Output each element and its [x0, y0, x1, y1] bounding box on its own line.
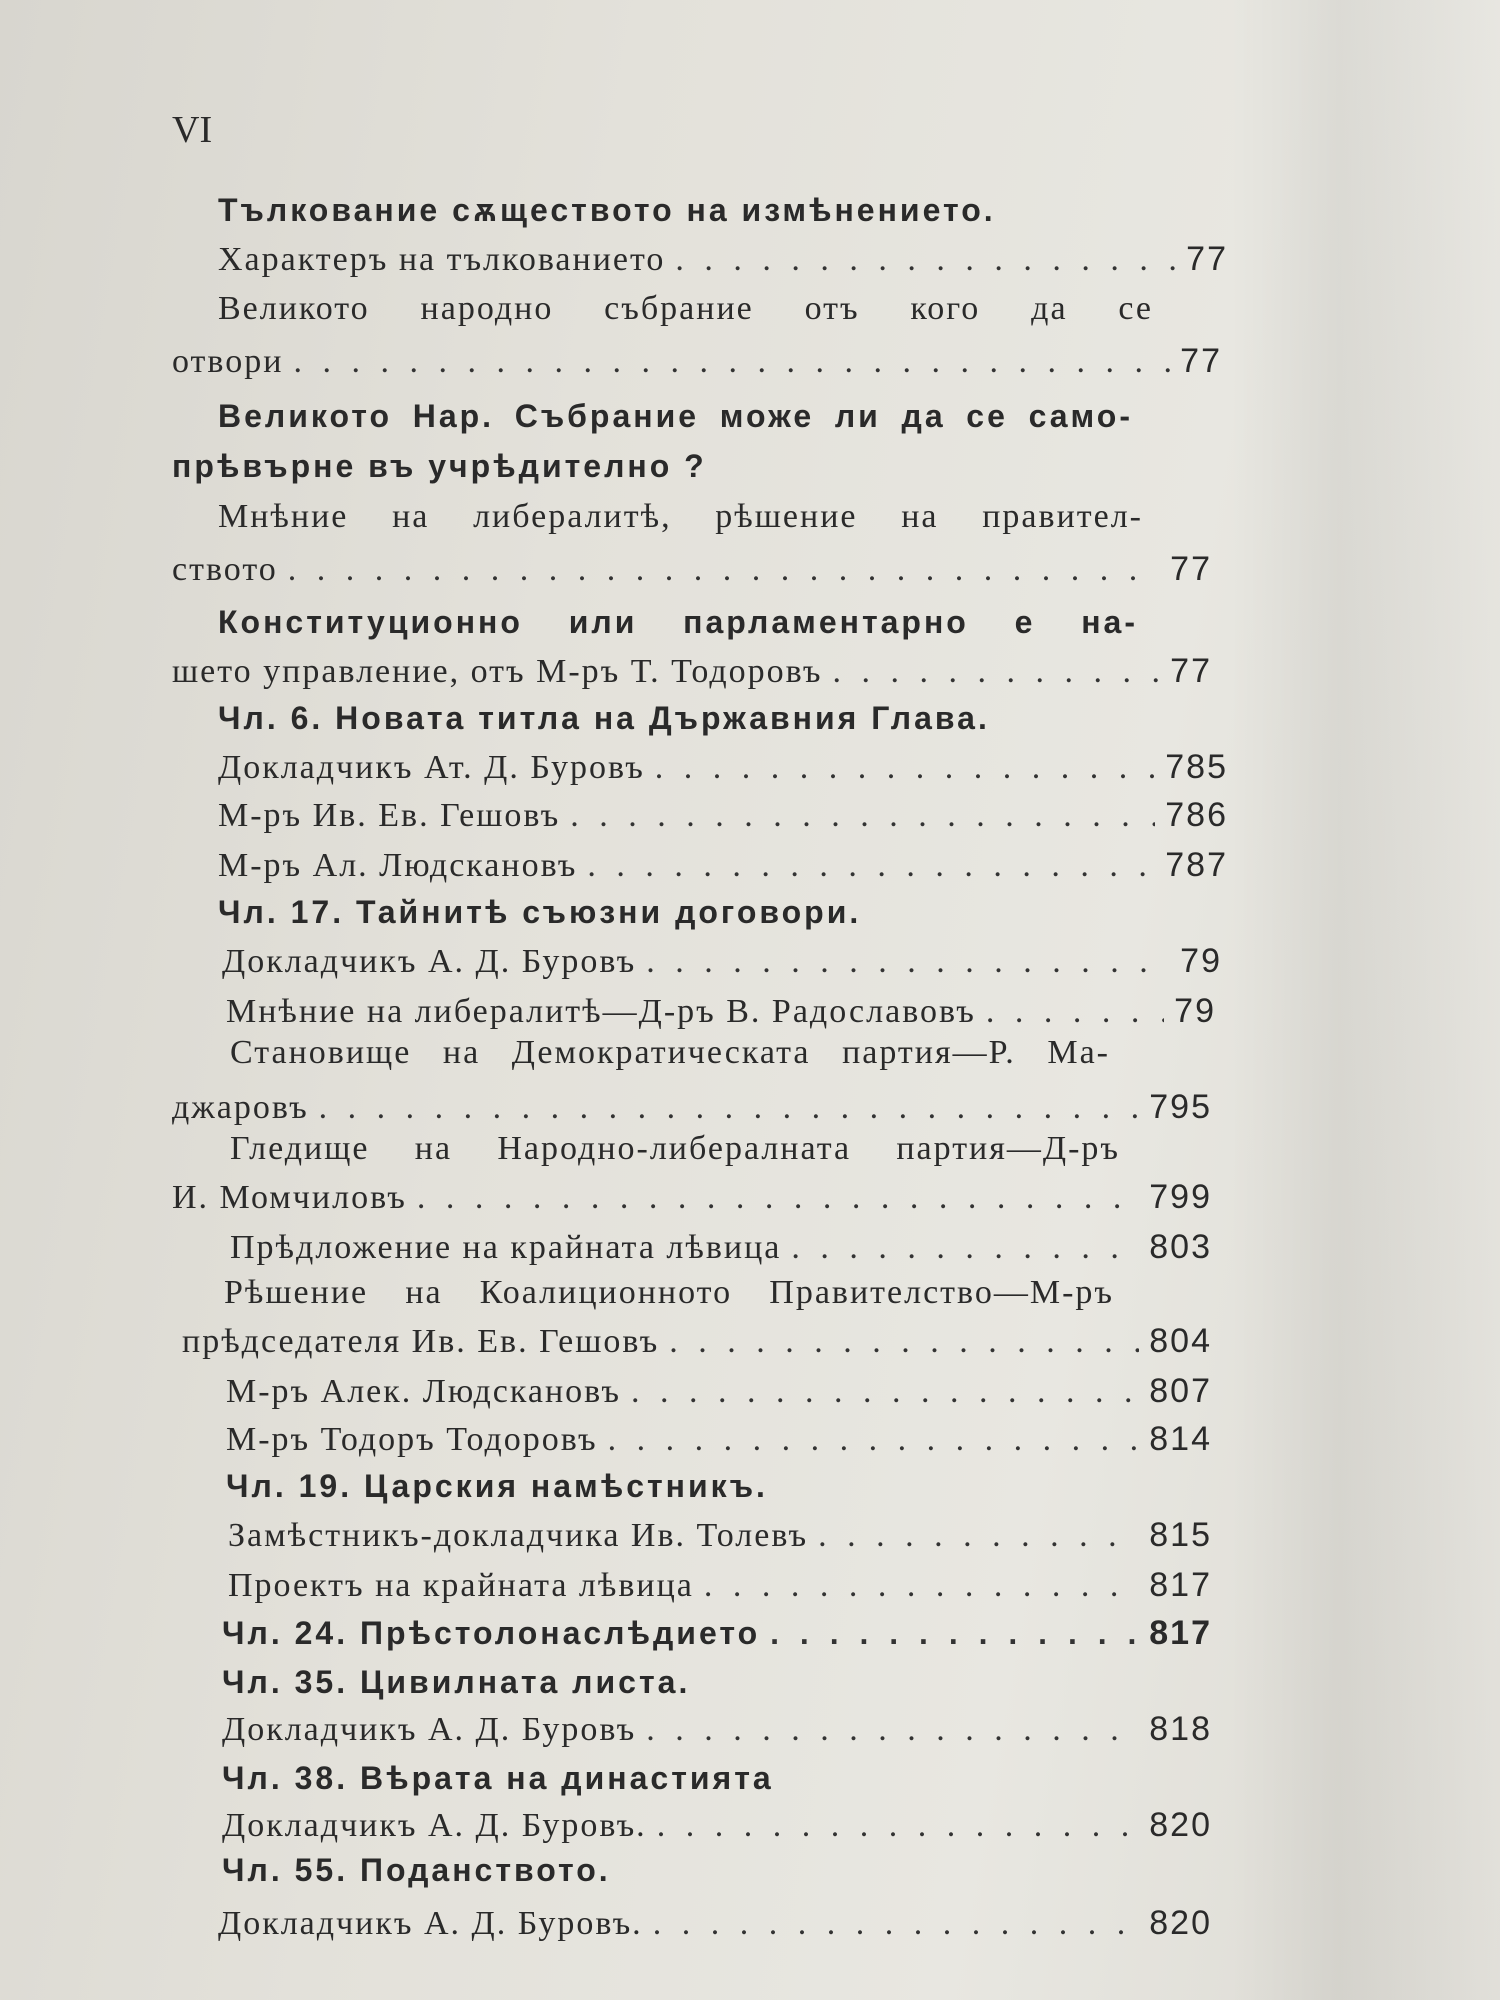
toc-entry: ството . . . 77 [172, 550, 1212, 600]
toc-entry: И. Момчиловъ . . . 799 [172, 1178, 1212, 1228]
toc-heading: Конституционно или парламентарно е на- [218, 604, 1138, 640]
toc-heading: Чл. 38. Вѣрата на династията [222, 1760, 774, 1796]
toc-entry: отвори . . . 77 [172, 342, 1222, 392]
toc-heading: Чл. 55. Поданството. [222, 1852, 611, 1888]
toc-entry: Характеръ на тълкованието . . . 77 [218, 240, 1228, 290]
toc-entry: Рѣшение на Коалиционното Правителство—М-ръ [224, 1274, 1114, 1311]
toc-entry: Проектъ на крайната лѣвица . . . 817 [228, 1566, 1212, 1616]
toc-entry: Становище на Демократическата партия—Р. Ма- [230, 1034, 1110, 1071]
page-fold-shadow [1230, 0, 1500, 2000]
toc-entry: прѣдседателя Ив. Ев. Гешовъ . . . 804 [182, 1322, 1212, 1372]
toc-entry: М-ръ Ал. Людскановъ . . . 787 [218, 846, 1228, 896]
toc-heading: Чл. 6. Новата титла на Държавния Глава. [218, 700, 990, 736]
toc-heading: Тълкование сѫществото на измѣнението. [218, 192, 996, 228]
toc-heading: Чл. 24. Прѣстолонаслѣдието . . . 817 [222, 1614, 1212, 1664]
toc-heading: Чл. 17. Тайнитѣ съюзни договори. [218, 894, 862, 930]
toc-heading: Чл. 19. Царския намѣстникъ. [226, 1468, 768, 1504]
toc-heading: Великото Нар. Събрание може ли да се само- [218, 398, 1133, 434]
page-number: VI [172, 109, 213, 151]
toc-entry: шето управление, отъ М-ръ Т. Тодоровъ . . . 77 [172, 652, 1212, 702]
toc-entry: Докладчикъ А. Д. Буровъ. . . . 820 [218, 1904, 1212, 1954]
toc-entry: М-ръ Алек. Людскановъ . . . 807 [226, 1372, 1212, 1422]
toc-heading: Чл. 35. Цивилната листа. [222, 1664, 691, 1700]
toc-entry: М-ръ Ив. Ев. Гешовъ . . . 786 [218, 796, 1228, 846]
toc-entry: Докладчикъ Ат. Д. Буровъ . . . 785 [218, 748, 1228, 798]
toc-entry: Великото народно събрание отъ кого да се [218, 290, 1153, 327]
toc-entry: Замѣстникъ-докладчика Ив. Толевъ . . . 815 [228, 1516, 1212, 1566]
toc-entry: Докладчикъ А. Д. Буровъ. . . . 820 [222, 1806, 1212, 1856]
toc-entry: Докладчикъ А. Д. Буровъ . . . 79 [222, 942, 1222, 992]
toc-heading: прѣвърне въ учрѣдително ? [172, 448, 707, 484]
toc-entry: Мнѣние на либералитѣ, рѣшение на правител- [218, 498, 1143, 535]
toc-entry: М-ръ Тодоръ Тодоровъ . . . 814 [226, 1420, 1212, 1470]
toc-entry: Прѣдложение на крайната лѣвица . . . 803 [230, 1228, 1212, 1278]
toc-entry: Мнѣние на либералитѣ—Д-ръ В. Радославовъ . . . 79 [226, 992, 1216, 1042]
toc-entry: Докладчикъ А. Д. Буровъ . . . 818 [222, 1710, 1212, 1760]
toc-entry: джаровъ . . . 795 [172, 1088, 1212, 1138]
toc-entry: Гледище на Народно-либералната партия—Д-ръ [230, 1130, 1120, 1167]
